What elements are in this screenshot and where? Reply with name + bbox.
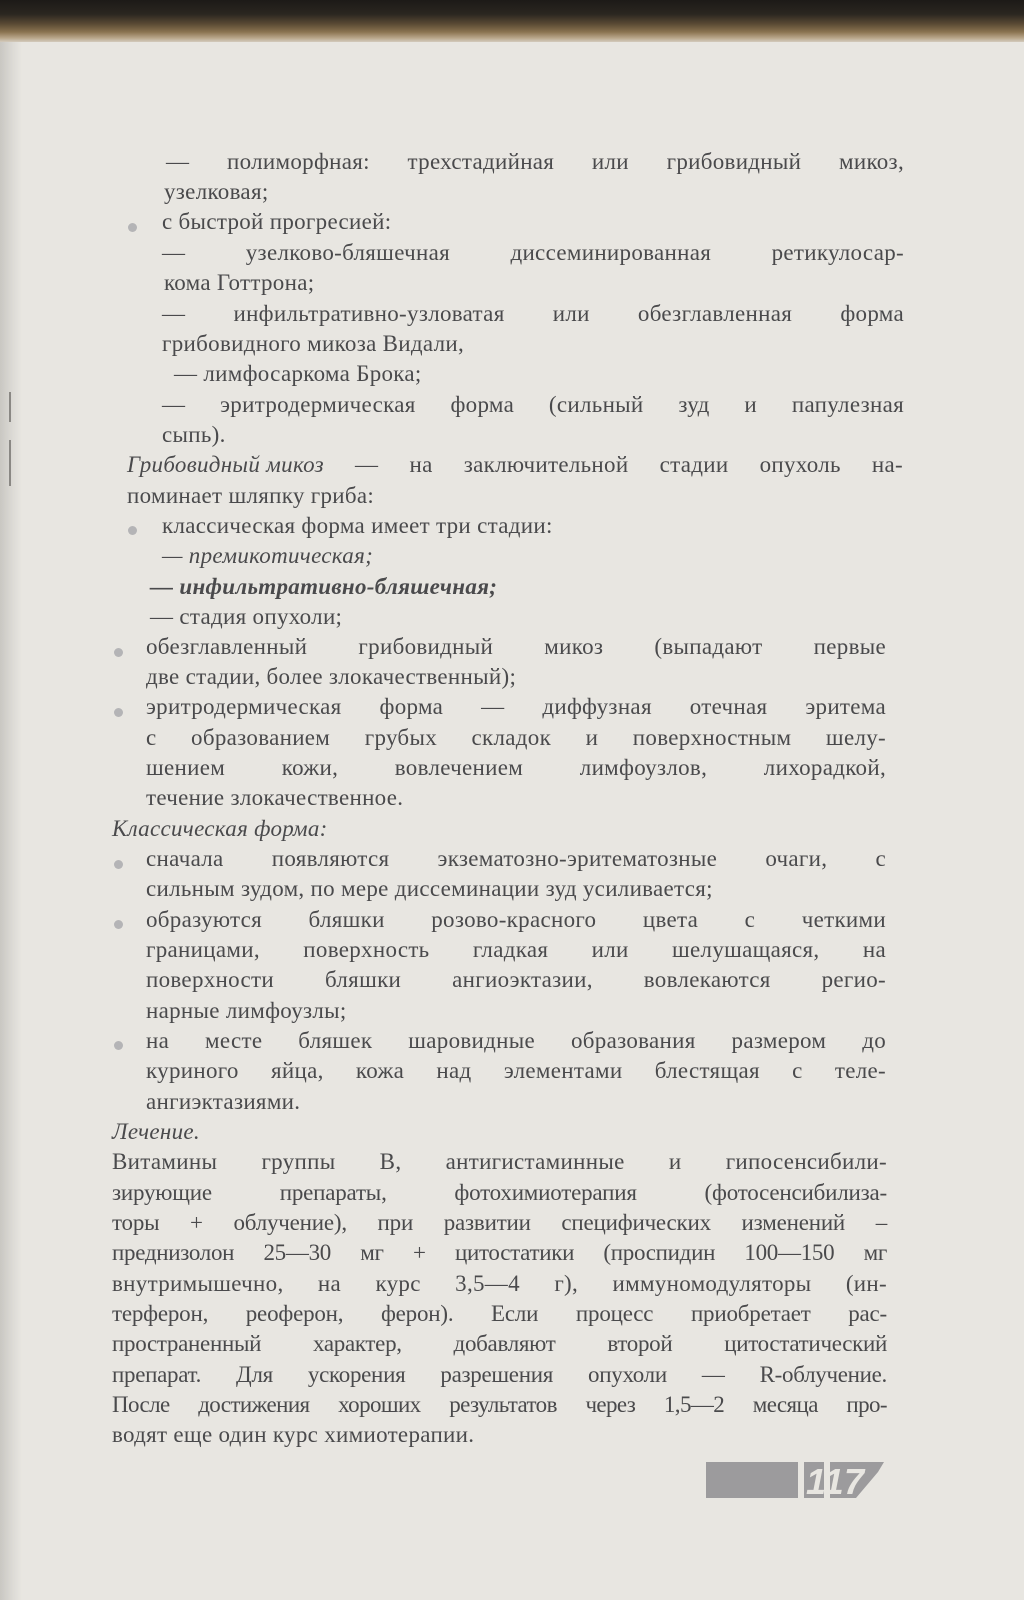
bullet-icon — [114, 920, 123, 929]
text-line: образуются бляшки розово-красного цвета с четкими — [146, 907, 886, 932]
text-line: поверхности бляшки ангиоэктазии, вовлекаются регио- — [146, 967, 886, 992]
text-line: — инфильтративно-узловатая или обезглавленная форма — [162, 301, 904, 326]
text-line: водят еще один курс химиотерапии. — [112, 1422, 475, 1447]
text-line: грибовидного микоза Видали, — [162, 331, 465, 356]
text-line: — лимфосаркома Брока; — [174, 361, 422, 386]
text-line: эритродермическая форма — диффузная отечная эритема — [146, 694, 886, 719]
text-line: пространенный характер, добавляют второй цитостатический — [112, 1331, 887, 1356]
bullet-icon — [128, 223, 137, 232]
text-line: — полиморфная: трехстадийная или грибовидный микоз, — [166, 149, 904, 174]
bullet-icon — [114, 860, 123, 869]
text-line: — эритродермическая форма (сильный зуд и папулезная — [162, 392, 904, 417]
text-line: классическая форма имеет три стадии: — [162, 513, 553, 538]
text-line: — стадия опухоли; — [150, 604, 343, 629]
page-number-text: 117 — [806, 1461, 865, 1502]
text-line: преднизолон 25—30 мг + цитостатики (проспидин 100—150 мг — [112, 1240, 887, 1265]
term-italic: Грибовидный микоз — [127, 452, 324, 477]
text-line: обезглавленный грибовидный микоз (выпадают первые — [146, 634, 886, 659]
text-line: куриного яйца, кожа над элементами блестящая с теле- — [146, 1058, 886, 1083]
subheading-italic: Классическая форма: — [112, 816, 328, 841]
text-line: торы + облучение), при развитии специфических изменений – — [112, 1210, 887, 1235]
text-line: — узелково-бляшечная диссеминированная ретикулосар- — [162, 240, 904, 265]
text-line: зирующие препараты, фотохимиотерапия (фотосенсибилиза- — [112, 1180, 887, 1205]
paragraph-line — [127, 450, 903, 480]
text-line: внутримышечно, на курс 3,5—4 г), иммуномодуляторы (ин- — [112, 1271, 887, 1296]
text-line-italic: — инфильтративно-бляшечная; — [150, 574, 498, 599]
text-line: узелковая; — [164, 179, 269, 204]
text-line-italic: — премикотическая; — [162, 543, 374, 568]
page-number — [706, 1458, 906, 1502]
bullet-icon — [128, 526, 137, 535]
text-line: шением кожи, вовлечением лимфоузлов, лихорадкой, — [146, 755, 886, 780]
bullet-icon — [114, 648, 123, 657]
bullet-icon — [114, 1041, 123, 1050]
bullet-icon — [114, 708, 123, 717]
text-line: сыпь). — [162, 422, 226, 447]
text-line: ангиэктазиями. — [146, 1089, 301, 1114]
text-line: поминает шляпку гриба: — [127, 483, 375, 508]
text-line: Витамины группы В, антигистаминные и гипосенсибили- — [112, 1149, 887, 1174]
subheading-italic: Лечение. — [112, 1119, 200, 1144]
text-line: сильным зудом, по мере диссеминации зуд усиливается; — [146, 876, 713, 901]
text-line: две стадии, более злокачественный); — [146, 664, 517, 689]
text-line: с образованием грубых складок и поверхностным шелу- — [146, 725, 886, 750]
text-line: на месте бляшек шаровидные образования размером до — [146, 1028, 886, 1053]
text-line: нарные лимфоузлы; — [146, 998, 347, 1023]
text-line: препарат. Для ускорения разрешения опухоли — R-облучение. — [112, 1362, 887, 1387]
text-line: сначала появляются экзематозно-эритематозные очаги, с — [146, 846, 886, 871]
text-line: После достижения хороших результатов через 1,5—2 месяца про- — [112, 1392, 887, 1417]
text-fragment: — на заключительной стадии опухоль на- — [323, 452, 903, 477]
text-line: течение злокачественное. — [146, 785, 404, 810]
text-line: границами, поверхность гладкая или шелушащаяся, на — [146, 937, 886, 962]
text-line: с быстрой прогресией: — [162, 209, 392, 234]
text-line: кома Готтрона; — [164, 270, 315, 295]
text-line: терферон, реоферон, ферон). Если процесс приобретает рас- — [112, 1301, 887, 1326]
